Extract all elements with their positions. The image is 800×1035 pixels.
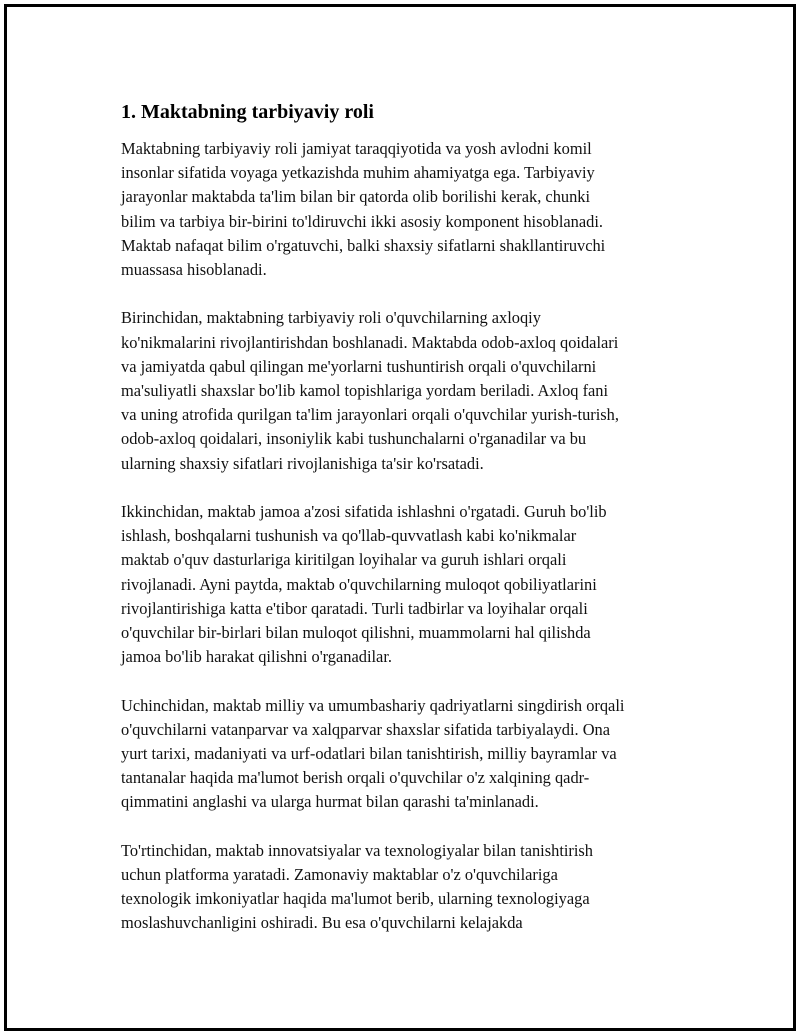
paragraph-first-point: Birinchidan, maktabning tarbiyaviy roli o'quvchilarning axloqiy ko'nikmalarini rivojlantirishdan boshlanadi. Maktabda odob-axloq qoidalari va jamiyatda qabul qilingan me'yorlarni tushuntirish orqali o'quvchilarni ma'suliyatli shaxslar bo'lib kamol topishlariga yordam beriladi. Axloq fani va uning atrofida qurilgan ta'lim jarayonlari orqali o'quvchilar yurish-turish, odob-axloq qoidalari, insoniylik kabi tushunchalarni o'rganadilar va bu ularning shaxsiy sifatlari rivojlanishiga ta'sir ko'rsatadi.: [121, 308, 619, 473]
paragraph-fourth-point: To'rtinchidan, maktab innovatsiyalar va texnologiyalar bilan tanishtirish uchun platforma yaratadi. Zamonaviy maktablar o'z o'quvchilariga texnologik imkoniyatlar haqida ma'lumot berib, ularning texnologiyaga moslashuvchanligini oshiradi. Bu esa o'quvchilarni kelajakda: [121, 840, 594, 933]
paragraph-third-point: Uchinchidan, maktab milliy va umumbashariy qadriyatlarni singdirish orqali o'quvchilarni vatanparvar va xalqparvar shaxslar sifatida tarbiyalaydi. Ona yurt tarixi, madaniyati va urf-odatlari bilan tanishtirish, milliy bayramlar va tantanalar haqida ma'lumot berish orqali o'quvchilar o'z xalqining qadr- qimmatini anglashi va ularga hurmat bilan qarashi ta'minlanadi.: [121, 695, 625, 812]
page-frame: [4, 4, 796, 1031]
document-body: [121, 99, 711, 960]
paragraph-second-point: Ikkinchidan, maktab jamoa a'zosi sifatida ishlashni o'rgatadi. Guruh bo'lib ishlash, boshqalarni tushunish va qo'llab-quvvatlash kabi ko'nikmalar maktab o'quv dasturlariga kiritilgan loyihalar va guruh ishlari orqali rivojlanadi. Ayni paytda, maktab o'quvchilarning muloqot qobiliyatlarini rivojlantirishiga katta e'tibor qaratadi. Turli tadbirlar va loyihalar orqali o'quvchilar bir-birlari bilan muloqot qilishni, muammolarni hal qilishda jamoa bo'lib harakat qilishni o'rganadilar.: [121, 502, 607, 667]
section-heading: 1. Maktabning tarbiyaviy roli: [121, 101, 374, 123]
paragraph-intro: Maktabning tarbiyaviy roli jamiyat taraqqiyotida va yosh avlodni komil insonlar sifatida voyaga yetkazishda muhim ahamiyatga ega. Tarbiyaviy jarayonlar maktabda ta'lim bilan bir qatorda olib borilishi kerak, chunki bilim va tarbiya bir-birini to'ldiruvchi ikki asosiy komponent hisoblanadi. Maktab nafaqat bilim o'rgatuvchi, balki shaxsiy sifatlarni shakllantiruvchi muassasa hisoblanadi.: [121, 139, 606, 280]
